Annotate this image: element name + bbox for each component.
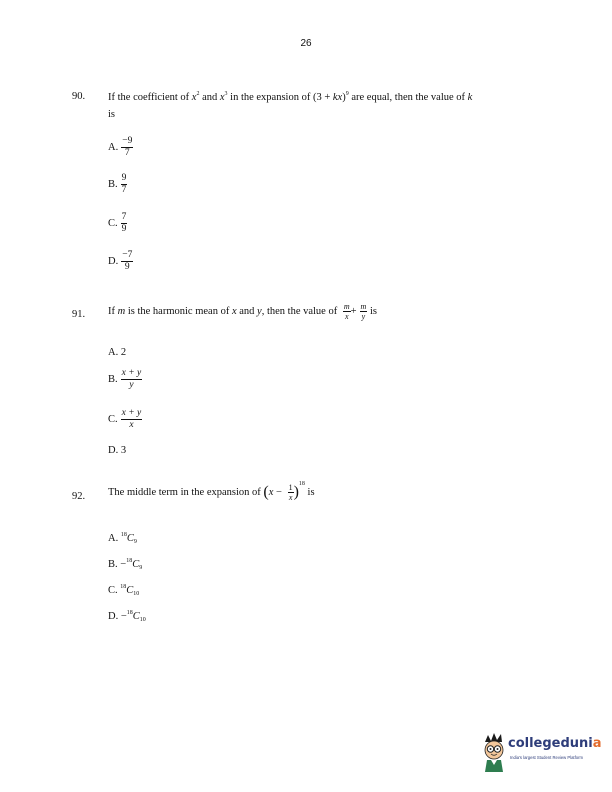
q91-option-a: A. 2 [108, 347, 127, 358]
q92-option-b: B. $-^{18}C_9$ [108, 558, 143, 571]
q92-option-c: C. $^{18}C_{10}$ [108, 584, 140, 597]
logo-wordmark: collegedunia [508, 736, 602, 751]
q92-option-d: D. $-^{18}C_{10}$ [108, 610, 146, 623]
question-90-text-wrap: is [108, 109, 116, 120]
page-number: 26 [300, 38, 312, 49]
q91-option-d: D. 3 [108, 445, 127, 456]
collegedunia-logo [480, 732, 602, 776]
logo-tagline: India's largest Student Review Platform [510, 755, 583, 760]
q90-option-b: B. $\frac{9}{7}$ [108, 173, 127, 195]
q90-option-d: D. $\frac{-7}{9}$ [108, 250, 133, 272]
mascot-icon [480, 732, 510, 772]
question-91-text: If m is the harmonic mean of x and y, then the value of $\frac{m}{x}$ + $\frac{m}{y}$ is [108, 302, 377, 321]
q91-option-c: C. $\frac{x + y}{x}$ [108, 408, 142, 430]
question-90-number: 90. [72, 91, 86, 102]
q91-option-b: B. $\frac{x + y}{y}$ [108, 368, 142, 390]
question-91-number: 91. [72, 309, 86, 320]
question-92-text: The middle term in the expansion of (x − $\frac{1}{x}$ )$^{18}$ is [108, 481, 315, 503]
q90-option-a: A. $\frac{-9}{7}$ [108, 136, 133, 158]
question-92-number: 92. [72, 491, 86, 502]
q90-option-c: C. $\frac{7}{9}$ [108, 212, 127, 234]
q92-option-a: A. $^{18}C_9$ [108, 532, 137, 545]
question-90-text: If the coefficient of $x^2$ and $x^3$ in the expansion of (3 + kx)$^9$ are equal, then the value of k [108, 91, 473, 103]
